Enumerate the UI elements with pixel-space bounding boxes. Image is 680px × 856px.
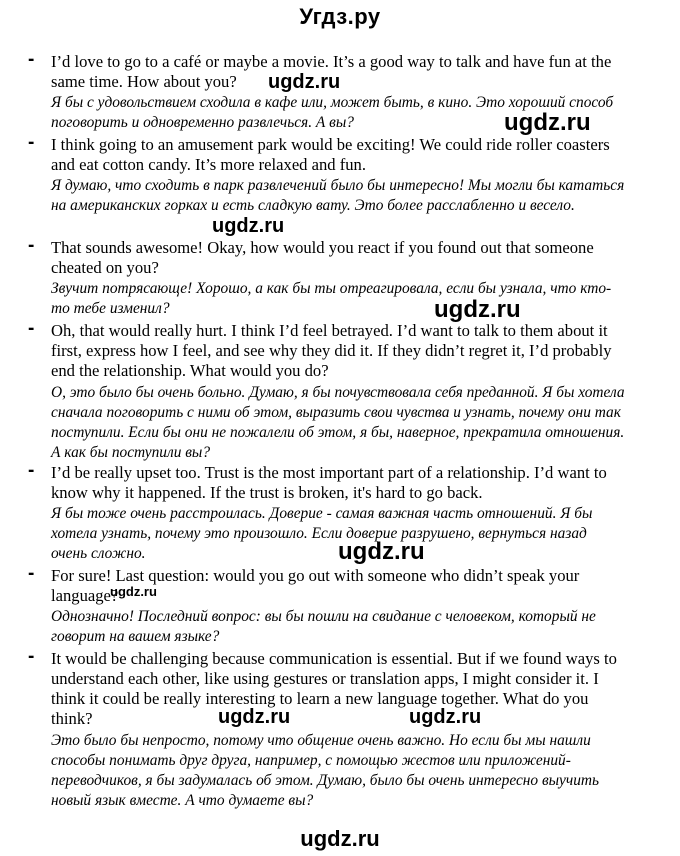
russian-translation: Звучит потрясающе! Хорошо, а как бы ты отреагировала, если бы узнала, что кто-то тебе изменил? [51,280,612,317]
dash-marker: - [28,563,35,584]
footer-watermark: ugdz.ru [300,826,380,851]
dash-marker: - [28,646,35,667]
dash-marker: - [28,460,35,481]
english-text: I think going to an amusement park would be exciting! We could ride roller coasters and eat cotton candy. It’s more relaxed and fun. [51,135,610,174]
russian-translation: О, это было бы очень больно. Думаю, я бы почувствовала себя преданной. Я бы хотела сначала поговорить с ними об этом, выразить свои чувства и узнать, почему они так поступили. Если бы они не пожалели об этом, я бы, наверное, прекратила отношения. А как бы поступили вы? [51,384,625,461]
dash-marker: - [28,318,35,339]
watermark: ugdz.ru [268,71,341,93]
watermark: ugdz.ru [110,584,157,599]
dash-marker: - [28,49,35,70]
russian-translation: Я бы с удовольствием сходила в кафе или, может быть, в кино. Это хороший способ поговорить и одновременно развлечься. А вы? [51,94,614,131]
russian-translation: Я бы тоже очень расстроилась. Доверие - самая важная часть отношений. Я бы хотела узнать, почему это произошло. Если доверие разрушено, вернуться назад очень сложно. [51,505,593,562]
watermark: ugdz.ru [212,215,285,237]
english-text: Oh, that would really hurt. I think I’d feel betrayed. I’d want to talk to them about it first, express how I feel, and see why they did it. If they didn’t regret it, I’d probably end the relationship. What would you do? [51,321,612,380]
dash-marker: - [28,132,35,153]
russian-translation: Однозначно! Последний вопрос: вы бы пошли на свидание с человеком, который не говорит на вашем языке? [51,608,596,645]
russian-translation: Это было бы непросто, потому что общение очень важно. Но если бы мы нашли способы понимать друг друга, например, с помощью жестов или приложений-переводчиков, я бы задумалась об этом. Думаю, было бы очень интересно выучить новый язык вместе. А что думаете вы? [51,732,600,809]
watermark: ugdz.ru [409,706,482,728]
english-text: I’d be really upset too. Trust is the most important part of a relationship. I’d want to know why it happened. If the trust is broken, it's hard to go back. [51,463,607,502]
english-text: That sounds awesome! Okay, how would you react if you found out that someone cheated on you? [51,238,594,277]
site-title: Угдз.ру [299,4,381,29]
russian-translation: Я думаю, что сходить в парк развлечений было бы интересно! Мы могли бы кататься на американских горках и есть сладкую вату. Это более расслабленно и весело. [51,177,625,214]
english-text: For sure! Last question: would you go out with someone who didn’t speak your language? [51,566,580,605]
english-text: I’d love to go to a café or maybe a movie. It’s a good way to talk and have fun at the same time. How about you? [51,52,612,91]
watermark: ugdz.ru [338,538,425,565]
watermark: ugdz.ru [218,706,291,728]
english-text: It would be challenging because communication is essential. But if we found ways to understand each other, like using gestures or translation apps, I might consider it. I think it could be really interesting to learn a new language together. What do you think? [51,649,617,728]
watermark: ugdz.ru [504,109,591,136]
dash-marker: - [28,235,35,256]
watermark: ugdz.ru [434,296,521,323]
